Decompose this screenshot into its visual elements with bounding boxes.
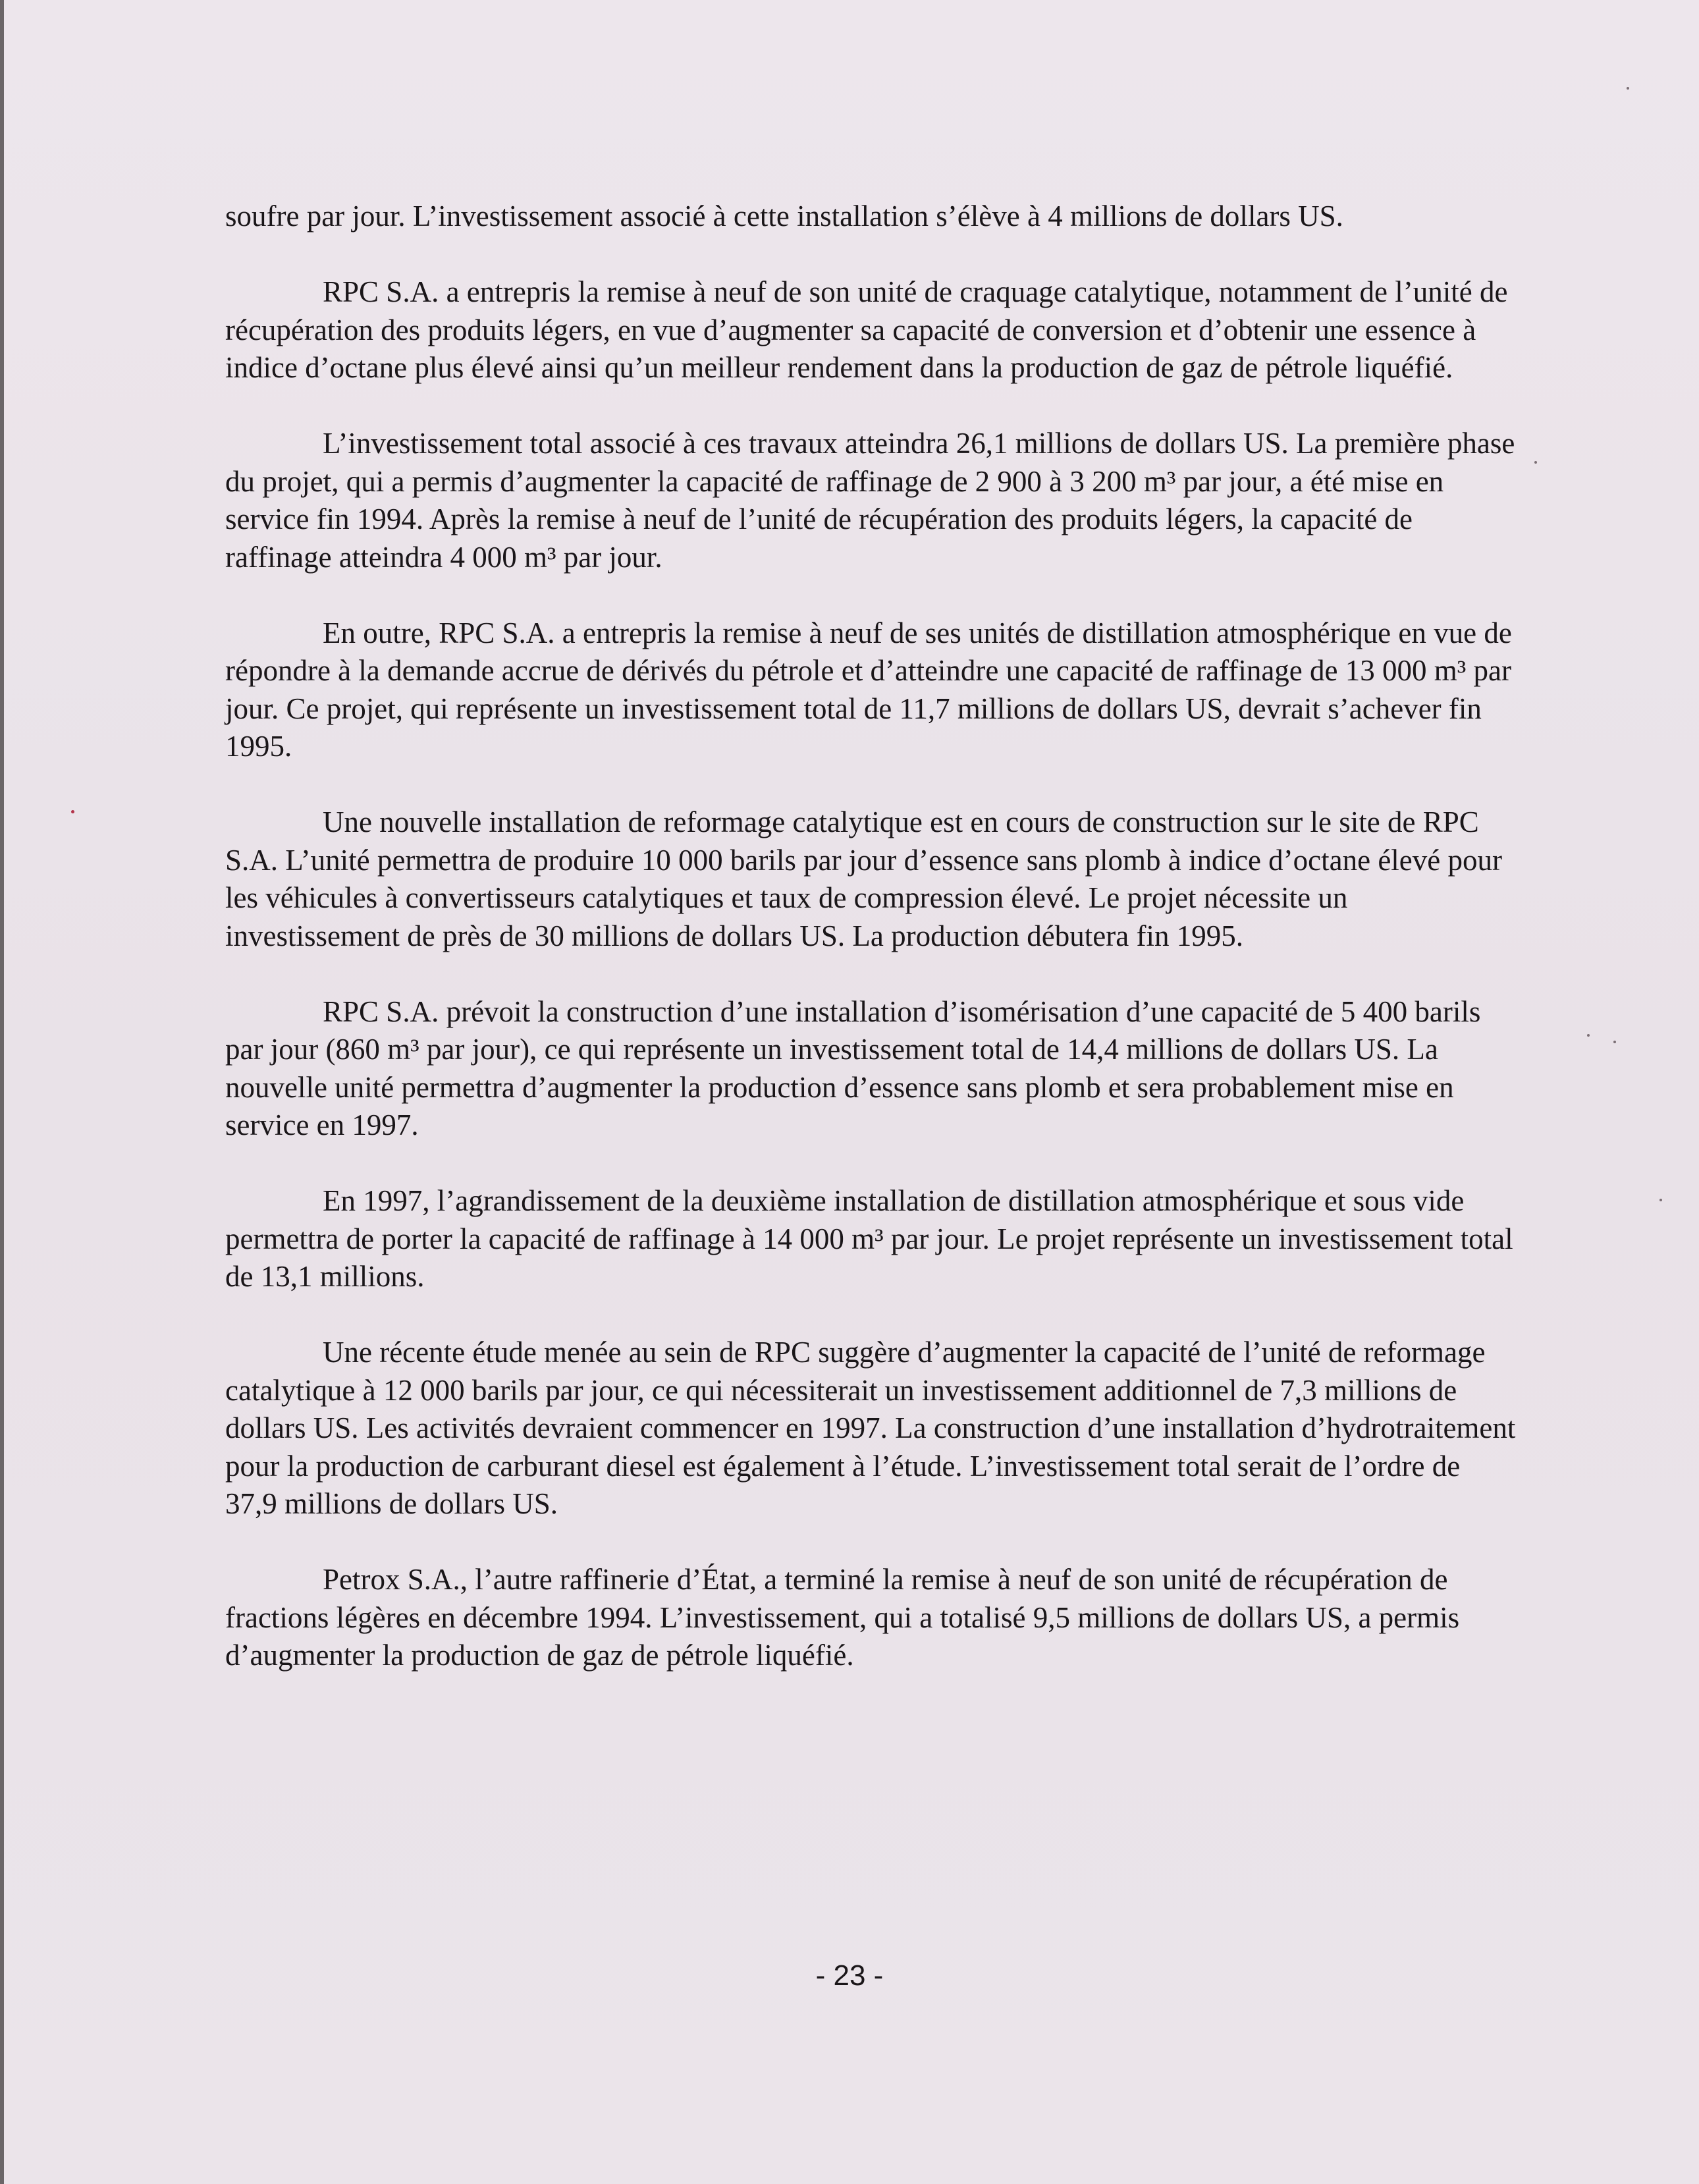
body-text <box>225 198 1516 1712</box>
paragraph-3: L’investissement total associé à ces travaux atteindra 26,1 millions de dollars US. La première phase du projet, qui a permis d’augmenter la capacité de raffinage de 2 900 à 3 200 m³ par jour, a été mise en service fin 1994. Après la remise à neuf de l’unité de récupération des produits légers, la capacité de raffinage atteindra 4 000 m³ par jour. <box>225 427 1515 574</box>
scan-speck <box>1587 1034 1590 1037</box>
scan-speck <box>1534 461 1537 464</box>
paragraph-5: Une nouvelle installation de reformage catalytique est en cours de construction sur le site de RPC S.A. L’unité permettra de produire 10 000 barils par jour d’essence sans plomb à indice d’octane élevé pour les véhicules à convertisseurs catalytiques et taux de compression élevé. Le projet nécessite un investissement de près de 30 millions de dollars US. La production débutera fin 1995. <box>225 805 1502 952</box>
paragraph-4: En outre, RPC S.A. a entrepris la remise à neuf de ses unités de distillation atmosphérique en vue de répondre à la demande accrue de dérivés du pétrole et d’atteindre une capacité de raffinage de 13 000 m³ par jour. Ce projet, qui représente un investissement total de 11,7 millions de dollars US, devrait s’achever fin 1995. <box>225 616 1512 763</box>
paragraph-8: Une récente étude menée au sein de RPC suggère d’augmenter la capacité de l’unité de reformage catalytique à 12 000 barils par jour, ce qui nécessiterait un investissement additionnel de 7,3 millions de dollars US. Les activités devraient commencer en 1997. La construction d’une installation d’hydrotraitement pour la production de carburant diesel est également à l’étude. L’investissement total serait de l’ordre de 37,9 millions de dollars US. <box>225 1336 1516 1520</box>
paragraph-6: RPC S.A. prévoit la construction d’une installation d’isomérisation d’une capacité de 5 400 barils par jour (860 m³ par jour), ce qui représente un investissement total de 14,4 millions de dollars US. La nouvelle unité permettra d’augmenter la production d’essence sans plomb et sera probablement mise en service en 1997. <box>225 995 1481 1141</box>
page-number: - 23 - <box>815 1959 884 1992</box>
scan-speck <box>1659 1199 1662 1201</box>
paragraph-9: Petrox S.A., l’autre raffinerie d’État, a terminé la remise à neuf de son unité de récupération de fractions légères en décembre 1994. L’investissement, qui a totalisé 9,5 millions de dollars US, a permis d’augmenter la production de gaz de pétrole liquéfié. <box>225 1563 1460 1672</box>
paragraph-1: soufre par jour. L’investissement associé à cette installation s’élève à 4 millions de dollars US. <box>225 200 1343 232</box>
page-edge-shadow <box>0 0 4 2184</box>
paragraph-2: RPC S.A. a entrepris la remise à neuf de son unité de craquage catalytique, notamment de l’unité de récupération des produits légers, en vue d’augmenter sa capacité de conversion et d’obtenir une essence à indice d’octane plus élevé ainsi qu’un meilleur rendement dans la production de gaz de pétrole liquéfié. <box>225 275 1508 384</box>
scan-speck <box>1627 87 1629 90</box>
scan-speck <box>1613 1041 1616 1043</box>
scan-speck <box>71 810 74 813</box>
paragraph-7: En 1997, l’agrandissement de la deuxième installation de distillation atmosphérique et sous vide permettra de porter la capacité de raffinage à 14 000 m³ par jour. Le projet représente un investissement total de 13,1 millions. <box>225 1184 1513 1293</box>
